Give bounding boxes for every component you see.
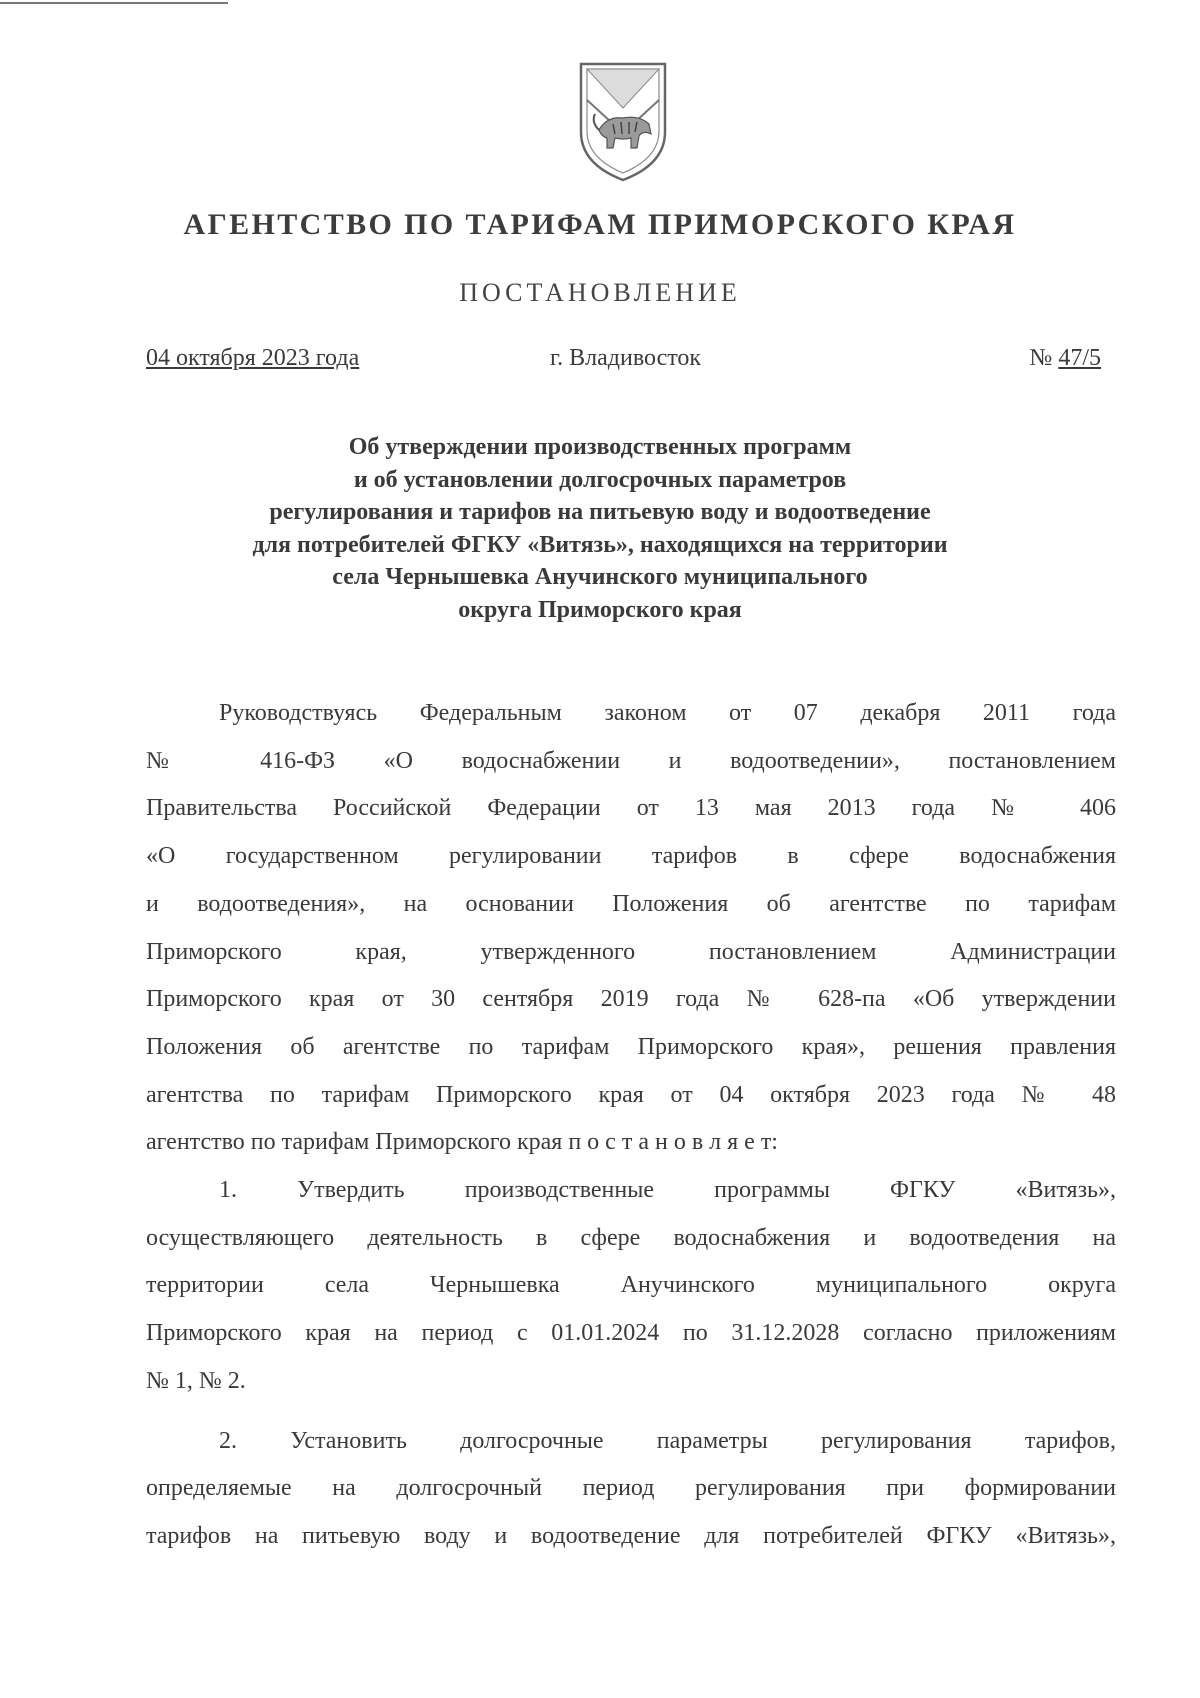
- title-line: и об установлении долгосрочных параметров: [353, 466, 847, 493]
- item1-line: № 1, № 2.: [146, 1367, 246, 1394]
- preamble-line: агентства по тарифам Приморского края от 04 октября 2023 года № 48: [146, 1081, 1116, 1108]
- document-number: [1029, 345, 1101, 372]
- item2-line: тарифов на питьевую воду и водоотведение для потребителей ФГКУ «Витязь»,: [146, 1522, 1116, 1549]
- document-body: [146, 690, 1116, 1561]
- document-city: г. Владивосток: [550, 345, 702, 371]
- document-type: ПОСТАНОВЛЕНИЕ: [459, 278, 741, 307]
- preamble-line: Руководствуясь Федеральным законом от 07 декабря 2011 года: [219, 700, 1116, 726]
- preamble-line: Приморского края, утвержденного постановлением Администрации: [146, 938, 1116, 965]
- agency-name: АГЕНТСТВО ПО ТАРИФАМ ПРИМОРСКОГО КРАЯ: [183, 208, 1017, 241]
- number-prefix: №: [1029, 345, 1053, 371]
- document-title: [140, 431, 1060, 626]
- title-line: регулирования и тарифов на питьевую воду и водоотведение: [269, 499, 931, 525]
- preamble-line: Положения об агентстве по тарифам Приморского края», решения правления: [146, 1033, 1116, 1060]
- scan-edge-mark: [0, 2, 228, 4]
- document-date: 04 октября 2023 года: [146, 345, 360, 371]
- title-line: для потребителей ФГКУ «Витязь», находящихся на территории: [252, 531, 948, 558]
- preamble-line: агентство по тарифам Приморского края п о с т а н о в л я е т:: [146, 1129, 778, 1156]
- item1-line: территории села Чернышевка Анучинского муниципального округа: [146, 1272, 1116, 1299]
- item2-line: определяемые на долгосрочный период регулирования при формировании: [146, 1475, 1116, 1502]
- primorye-coat-of-arms-icon: [573, 60, 673, 184]
- paragraph-gap: [146, 1406, 1116, 1418]
- preamble-line: «О государственном регулировании тарифов в сфере водоснабжения: [146, 843, 1116, 870]
- title-line: села Чернышевка Анучинского муниципального: [332, 564, 868, 590]
- preamble-line: Приморского края от 30 сентября 2019 года № 628-па «Об утверждении: [146, 986, 1116, 1013]
- number-value: 47/5: [1058, 345, 1101, 371]
- item1-line: осуществляющего деятельность в сфере водоснабжения и водоотведения на: [146, 1224, 1116, 1251]
- title-line: округа Приморского края: [458, 596, 742, 623]
- item2-line: 2. Установить долгосрочные параметры регулирования тарифов,: [219, 1427, 1116, 1454]
- item1-line: Приморского края на период с 01.01.2024 по 31.12.2028 согласно приложениям: [146, 1320, 1116, 1347]
- preamble-line: № 416-ФЗ «О водоснабжении и водоотведении», постановлением: [146, 747, 1116, 774]
- preamble-line: и водоотведения», на основании Положения об агентстве по тарифам: [146, 890, 1116, 917]
- item1-line: 1. Утвердить производственные программы ФГКУ «Витязь»,: [219, 1177, 1116, 1204]
- preamble-line: Правительства Российской Федерации от 13 мая 2013 года № 406: [146, 795, 1116, 822]
- title-line: Об утверждении производственных программ: [348, 434, 852, 460]
